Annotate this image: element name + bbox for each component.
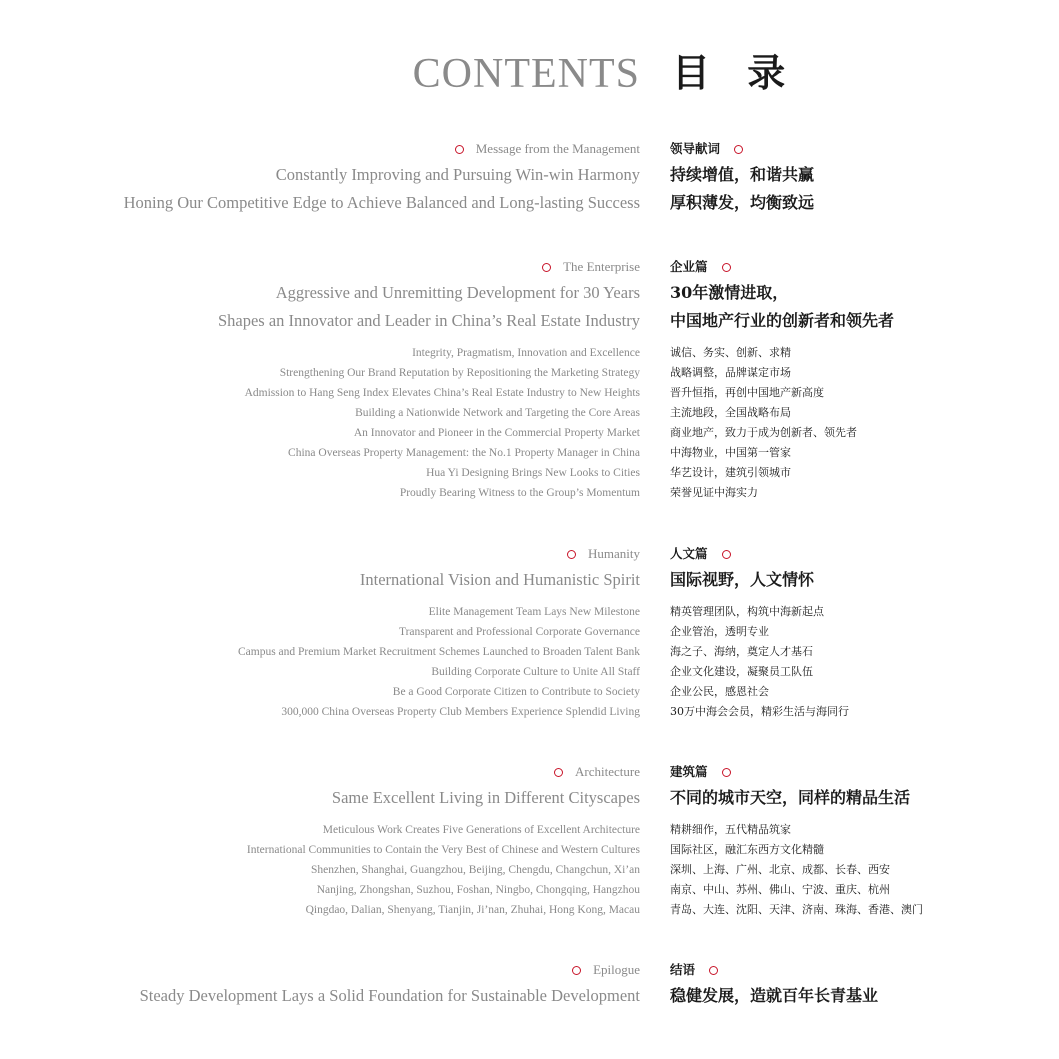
circle-bullet-icon — [567, 550, 576, 559]
toc-item[interactable] — [0, 403, 1059, 423]
section-header-en: Architecture — [575, 764, 640, 779]
section-header-en: Message from the Management — [475, 141, 640, 156]
toc-item[interactable] — [0, 343, 1059, 363]
toc-item-en: Building Corporate Culture to Unite All Staff — [431, 666, 640, 678]
section-header[interactable] — [0, 540, 1059, 566]
toc-item[interactable] — [0, 840, 1059, 860]
section-architecture — [0, 758, 1059, 920]
toc-item-en: Nanjing, Zhongshan, Suzhou, Foshan, Ningbo, Chongqing, Hangzhou — [316, 884, 640, 896]
section-humanity — [0, 540, 1059, 722]
toc-item-en: Transparent and Professional Corporate Governance — [398, 626, 640, 638]
section-header-en: Epilogue — [593, 962, 640, 977]
headline-cn: 持续增值，和谐共赢 — [670, 165, 815, 184]
toc-item-en: Be a Good Corporate Citizen to Contribute to Society — [392, 686, 640, 698]
toc-item-en: Elite Management Team Lays New Milestone — [428, 606, 640, 618]
toc-item[interactable] — [0, 642, 1059, 662]
circle-bullet-icon — [722, 550, 731, 559]
headline-cn: 不同的城市天空，同样的精品生活 — [670, 788, 911, 807]
headline-en: International Vision and Humanistic Spirit — [359, 570, 640, 589]
toc-item-en: Qingdao, Dalian, Shenyang, Tianjin, Ji’nan, Zhuhai, Hong Kong, Macau — [305, 904, 640, 916]
toc-item-en: Building a Nationwide Network and Targeting the Core Areas — [355, 407, 640, 419]
toc-item[interactable] — [0, 602, 1059, 622]
toc-item[interactable] — [0, 662, 1059, 682]
section-header-cn: 结语 — [670, 962, 696, 977]
toc-item-en: Admission to Hang Seng Index Elevates China’s Real Estate Industry to New Heights — [244, 387, 640, 399]
section-message — [0, 135, 1059, 217]
headline-cn: 厚积薄发，均衡致远 — [670, 193, 815, 212]
toc-item-en: An Innovator and Pioneer in the Commercial Property Market — [353, 427, 640, 439]
headline-cn: 30年激情进取， — [670, 283, 789, 302]
circle-bullet-icon — [722, 263, 731, 272]
toc-item-en: Strengthening Our Brand Reputation by Repositioning the Marketing Strategy — [279, 367, 640, 379]
toc-item[interactable] — [0, 363, 1059, 383]
headline-cn: 国际视野，人文情怀 — [670, 570, 815, 589]
toc-item-cn: 主流地段，全国战略布局 — [670, 406, 791, 419]
toc-item-cn: 海之子、海纳，奠定人才基石 — [670, 645, 813, 658]
headline-row[interactable] — [0, 161, 1059, 189]
headline-row[interactable] — [0, 279, 1059, 307]
toc-item-cn: 深圳、上海、广州、北京、成都、长春、西安 — [670, 863, 890, 876]
headline-en: Shapes an Innovator and Leader in China’s Real Estate Industry — [217, 311, 640, 330]
toc-item-cn: 南京、中山、苏州、佛山、宁波、重庆、杭州 — [670, 883, 890, 896]
toc-item[interactable] — [0, 860, 1059, 880]
toc-item-en: International Communities to Contain the Very Best of Chinese and Western Cultures — [246, 844, 640, 856]
section-epilogue — [0, 956, 1059, 1010]
toc-item-en: Proudly Bearing Witness to the Group’s Momentum — [399, 487, 640, 499]
toc-item-cn: 企业管治，透明专业 — [670, 625, 769, 638]
toc-item[interactable] — [0, 880, 1059, 900]
section-header[interactable] — [0, 253, 1059, 279]
toc-item[interactable] — [0, 423, 1059, 443]
circle-bullet-icon — [455, 145, 464, 154]
toc-item[interactable] — [0, 463, 1059, 483]
section-header-cn: 领导献词 — [670, 141, 721, 156]
headline-row[interactable] — [0, 307, 1059, 335]
toc-item-cn: 商业地产，致力于成为创新者、领先者 — [670, 426, 857, 439]
headline-en: Steady Development Lays a Solid Foundation for Sustainable Development — [139, 986, 640, 1005]
circle-bullet-icon — [734, 145, 743, 154]
headline-cn: 稳健发展，造就百年长青基业 — [670, 986, 879, 1005]
headline-en: Constantly Improving and Pursuing Win-win Harmony — [275, 165, 640, 184]
headline-en: Aggressive and Unremitting Development for 30 Years — [275, 283, 640, 302]
toc-item[interactable] — [0, 383, 1059, 403]
section-header-cn: 企业篇 — [670, 259, 708, 274]
toc-item-cn: 精英管理团队，构筑中海新起点 — [670, 605, 824, 618]
toc-item-en: Integrity, Pragmatism, Innovation and Excellence — [412, 347, 640, 359]
section-header-en: The Enterprise — [563, 259, 640, 274]
toc-item[interactable] — [0, 622, 1059, 642]
toc-item-en: 300,000 China Overseas Property Club Members Experience Splendid Living — [281, 706, 640, 718]
toc-item-cn: 中海物业，中国第一管家 — [670, 446, 791, 459]
contents-title-cn: 目 录 — [672, 50, 798, 95]
section-header-cn: 人文篇 — [670, 546, 708, 561]
toc-item-cn: 精耕细作，五代精品筑家 — [670, 823, 791, 836]
toc-item-cn: 企业公民，感恩社会 — [670, 685, 769, 698]
toc-item-cn: 企业文化建设，凝聚员工队伍 — [670, 665, 813, 678]
toc-item-cn: 青岛、大连、沈阳、天津、济南、珠海、香港、澳门 — [670, 903, 923, 916]
toc-item[interactable] — [0, 682, 1059, 702]
section-header-en: Humanity — [588, 546, 640, 561]
circle-bullet-icon — [542, 263, 551, 272]
toc-item[interactable] — [0, 483, 1059, 503]
headline-row[interactable] — [0, 982, 1059, 1010]
headline-row[interactable] — [0, 189, 1059, 217]
toc-item-cn: 荣誉见证中海实力 — [670, 486, 758, 499]
toc-item-en: Shenzhen, Shanghai, Guangzhou, Beijing, Chengdu, Changchun, Xi’an — [311, 864, 640, 876]
toc-item-cn: 诚信、务实、创新、求精 — [670, 346, 791, 359]
headline-row[interactable] — [0, 566, 1059, 594]
section-header[interactable] — [0, 758, 1059, 784]
toc-item-cn: 晋升恒指，再创中国地产新高度 — [670, 386, 824, 399]
toc-item-cn: 战略调整，品牌谋定市场 — [670, 366, 791, 379]
toc-item-en: Meticulous Work Creates Five Generations of Excellent Architecture — [322, 824, 640, 836]
toc-item[interactable] — [0, 702, 1059, 722]
circle-bullet-icon — [554, 768, 563, 777]
toc-item-cn: 30万中海会会员，精彩生活与海同行 — [670, 705, 849, 718]
section-header[interactable] — [0, 135, 1059, 161]
toc-item-cn: 华艺设计，建筑引领城市 — [670, 466, 791, 479]
circle-bullet-icon — [572, 966, 581, 975]
contents-title-en: CONTENTS — [412, 51, 640, 97]
headline-cn: 中国地产行业的创新者和领先者 — [670, 311, 895, 330]
toc-item-en: China Overseas Property Management: the No.1 Property Manager in China — [288, 447, 640, 459]
section-header-cn: 建筑篇 — [670, 764, 708, 779]
circle-bullet-icon — [709, 966, 718, 975]
circle-bullet-icon — [722, 768, 731, 777]
headline-row[interactable] — [0, 784, 1059, 812]
headline-en: Honing Our Competitive Edge to Achieve Balanced and Long-lasting Success — [123, 193, 640, 212]
toc-item[interactable] — [0, 820, 1059, 840]
headline-en: Same Excellent Living in Different Cityscapes — [331, 788, 640, 807]
section-enterprise — [0, 253, 1059, 503]
toc-item-cn: 国际社区，融汇东西方文化精髓 — [670, 843, 824, 856]
toc-item-en: Hua Yi Designing Brings New Looks to Cities — [426, 467, 640, 479]
section-header[interactable] — [0, 956, 1059, 982]
toc-item-en: Campus and Premium Market Recruitment Schemes Launched to Broaden Talent Bank — [237, 646, 640, 658]
toc-item[interactable] — [0, 443, 1059, 463]
toc-item[interactable] — [0, 900, 1059, 920]
